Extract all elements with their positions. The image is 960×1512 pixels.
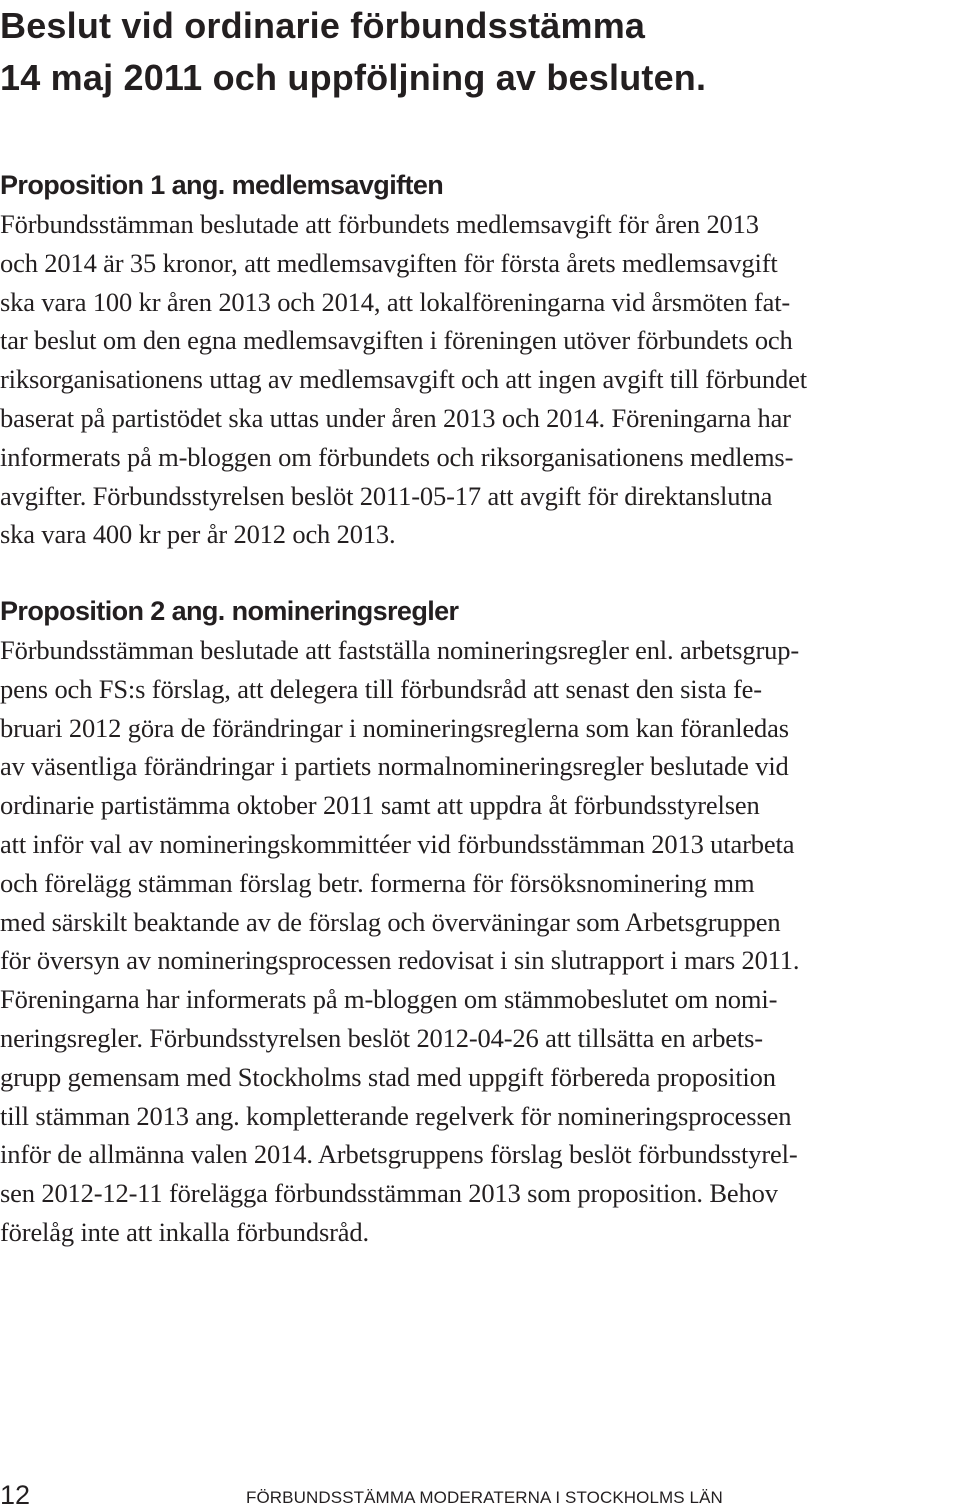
body-line: bruari 2012 göra de förändringar i nomineringsreglerna som kan föranledas bbox=[0, 712, 789, 743]
section-body bbox=[0, 631, 960, 1252]
body-line: Föreningarna har informerats på m-bloggen om stämmobeslutet om nomi- bbox=[0, 984, 778, 1015]
footer-publication-title: FÖRBUNDSSTÄMMA MODERATERNA I STOCKHOLMS LÄN bbox=[246, 1488, 723, 1507]
body-line: Förbundsstämman beslutade att förbundets medlemsavgift för åren 2013 bbox=[0, 209, 759, 239]
body-line: och 2014 är 35 kronor, att medlemsavgiften för första årets medlemsavgift bbox=[0, 247, 778, 278]
body-line: av väsentliga förändringar i partiets normalnomineringsregler beslutade vid bbox=[0, 751, 789, 782]
page-title bbox=[0, 0, 960, 104]
body-line: och förelägg stämman förslag betr. formerna för försöksnominering mm bbox=[0, 867, 755, 898]
section-heading: Proposition 1 ang. medlemsavgiften bbox=[0, 170, 444, 200]
section-body bbox=[0, 205, 960, 554]
body-line: ska vara 100 kr åren 2013 och 2014, att lokalföreningarna vid årsmöten fat- bbox=[0, 286, 791, 317]
body-line: informerats på m-bloggen om förbundets och riksorganisationens medlems- bbox=[0, 441, 794, 472]
body-line: baserat på partistödet ska uttas under åren 2013 och 2014. Föreningarna har bbox=[0, 402, 791, 433]
section-proposition-1 bbox=[0, 166, 960, 554]
body-line: avgifter. Förbundsstyrelsen beslöt 2011-05-17 att avgift för direktanslutna bbox=[0, 480, 773, 511]
body-line: ordinarie partistämma oktober 2011 samt att uppdra åt förbundsstyrelsen bbox=[0, 790, 760, 821]
title-line: 14 maj 2011 och uppföljning av besluten. bbox=[0, 57, 707, 98]
page-number: 12 bbox=[0, 1480, 31, 1510]
body-line: pens och FS:s förslag, att delegera till förbundsråd att senast den sista fe- bbox=[0, 673, 762, 704]
section-heading: Proposition 2 ang. nomineringsregler bbox=[0, 596, 459, 626]
body-line: till stämman 2013 ang. kompletterande regelverk för nomineringsprocessen bbox=[0, 1100, 792, 1131]
page-footer bbox=[0, 1478, 960, 1512]
body-line: förelåg inte att inkalla förbundsråd. bbox=[0, 1216, 369, 1247]
body-line: inför de allmänna valen 2014. Arbetsgruppens förslag beslöt förbundsstyrel- bbox=[0, 1139, 798, 1170]
body-line: riksorganisationens uttag av medlemsavgift och att ingen avgift till förbundet bbox=[0, 364, 807, 395]
body-line: för översyn av nomineringsprocessen redovisat i sin slutrapport i mars 2011. bbox=[0, 945, 800, 976]
body-line: grupp gemensam med Stockholms stad med uppgift förbereda proposition bbox=[0, 1061, 776, 1092]
body-line: med särskilt beaktande av de förslag och överväningar som Arbetsgruppen bbox=[0, 906, 781, 937]
body-line: tar beslut om den egna medlemsavgiften i föreningen utöver förbundets och bbox=[0, 325, 793, 356]
title-line: Beslut vid ordinarie förbundsstämma bbox=[0, 5, 646, 46]
body-line: neringsregler. Förbundsstyrelsen beslöt 2012-04-26 att tillsätta en arbets- bbox=[0, 1022, 763, 1053]
body-line: ska vara 400 kr per år 2012 och 2013. bbox=[0, 519, 396, 550]
body-line: sen 2012-12-11 förelägga förbundsstämman 2013 som proposition. Behov bbox=[0, 1178, 778, 1209]
body-line: att inför val av nomineringskommittéer vid förbundsstämman 2013 utarbeta bbox=[0, 828, 795, 859]
body-line: Förbundsstämman beslutade att fastställa nomineringsregler enl. arbetsgrup- bbox=[0, 635, 799, 665]
section-proposition-2 bbox=[0, 592, 960, 1252]
